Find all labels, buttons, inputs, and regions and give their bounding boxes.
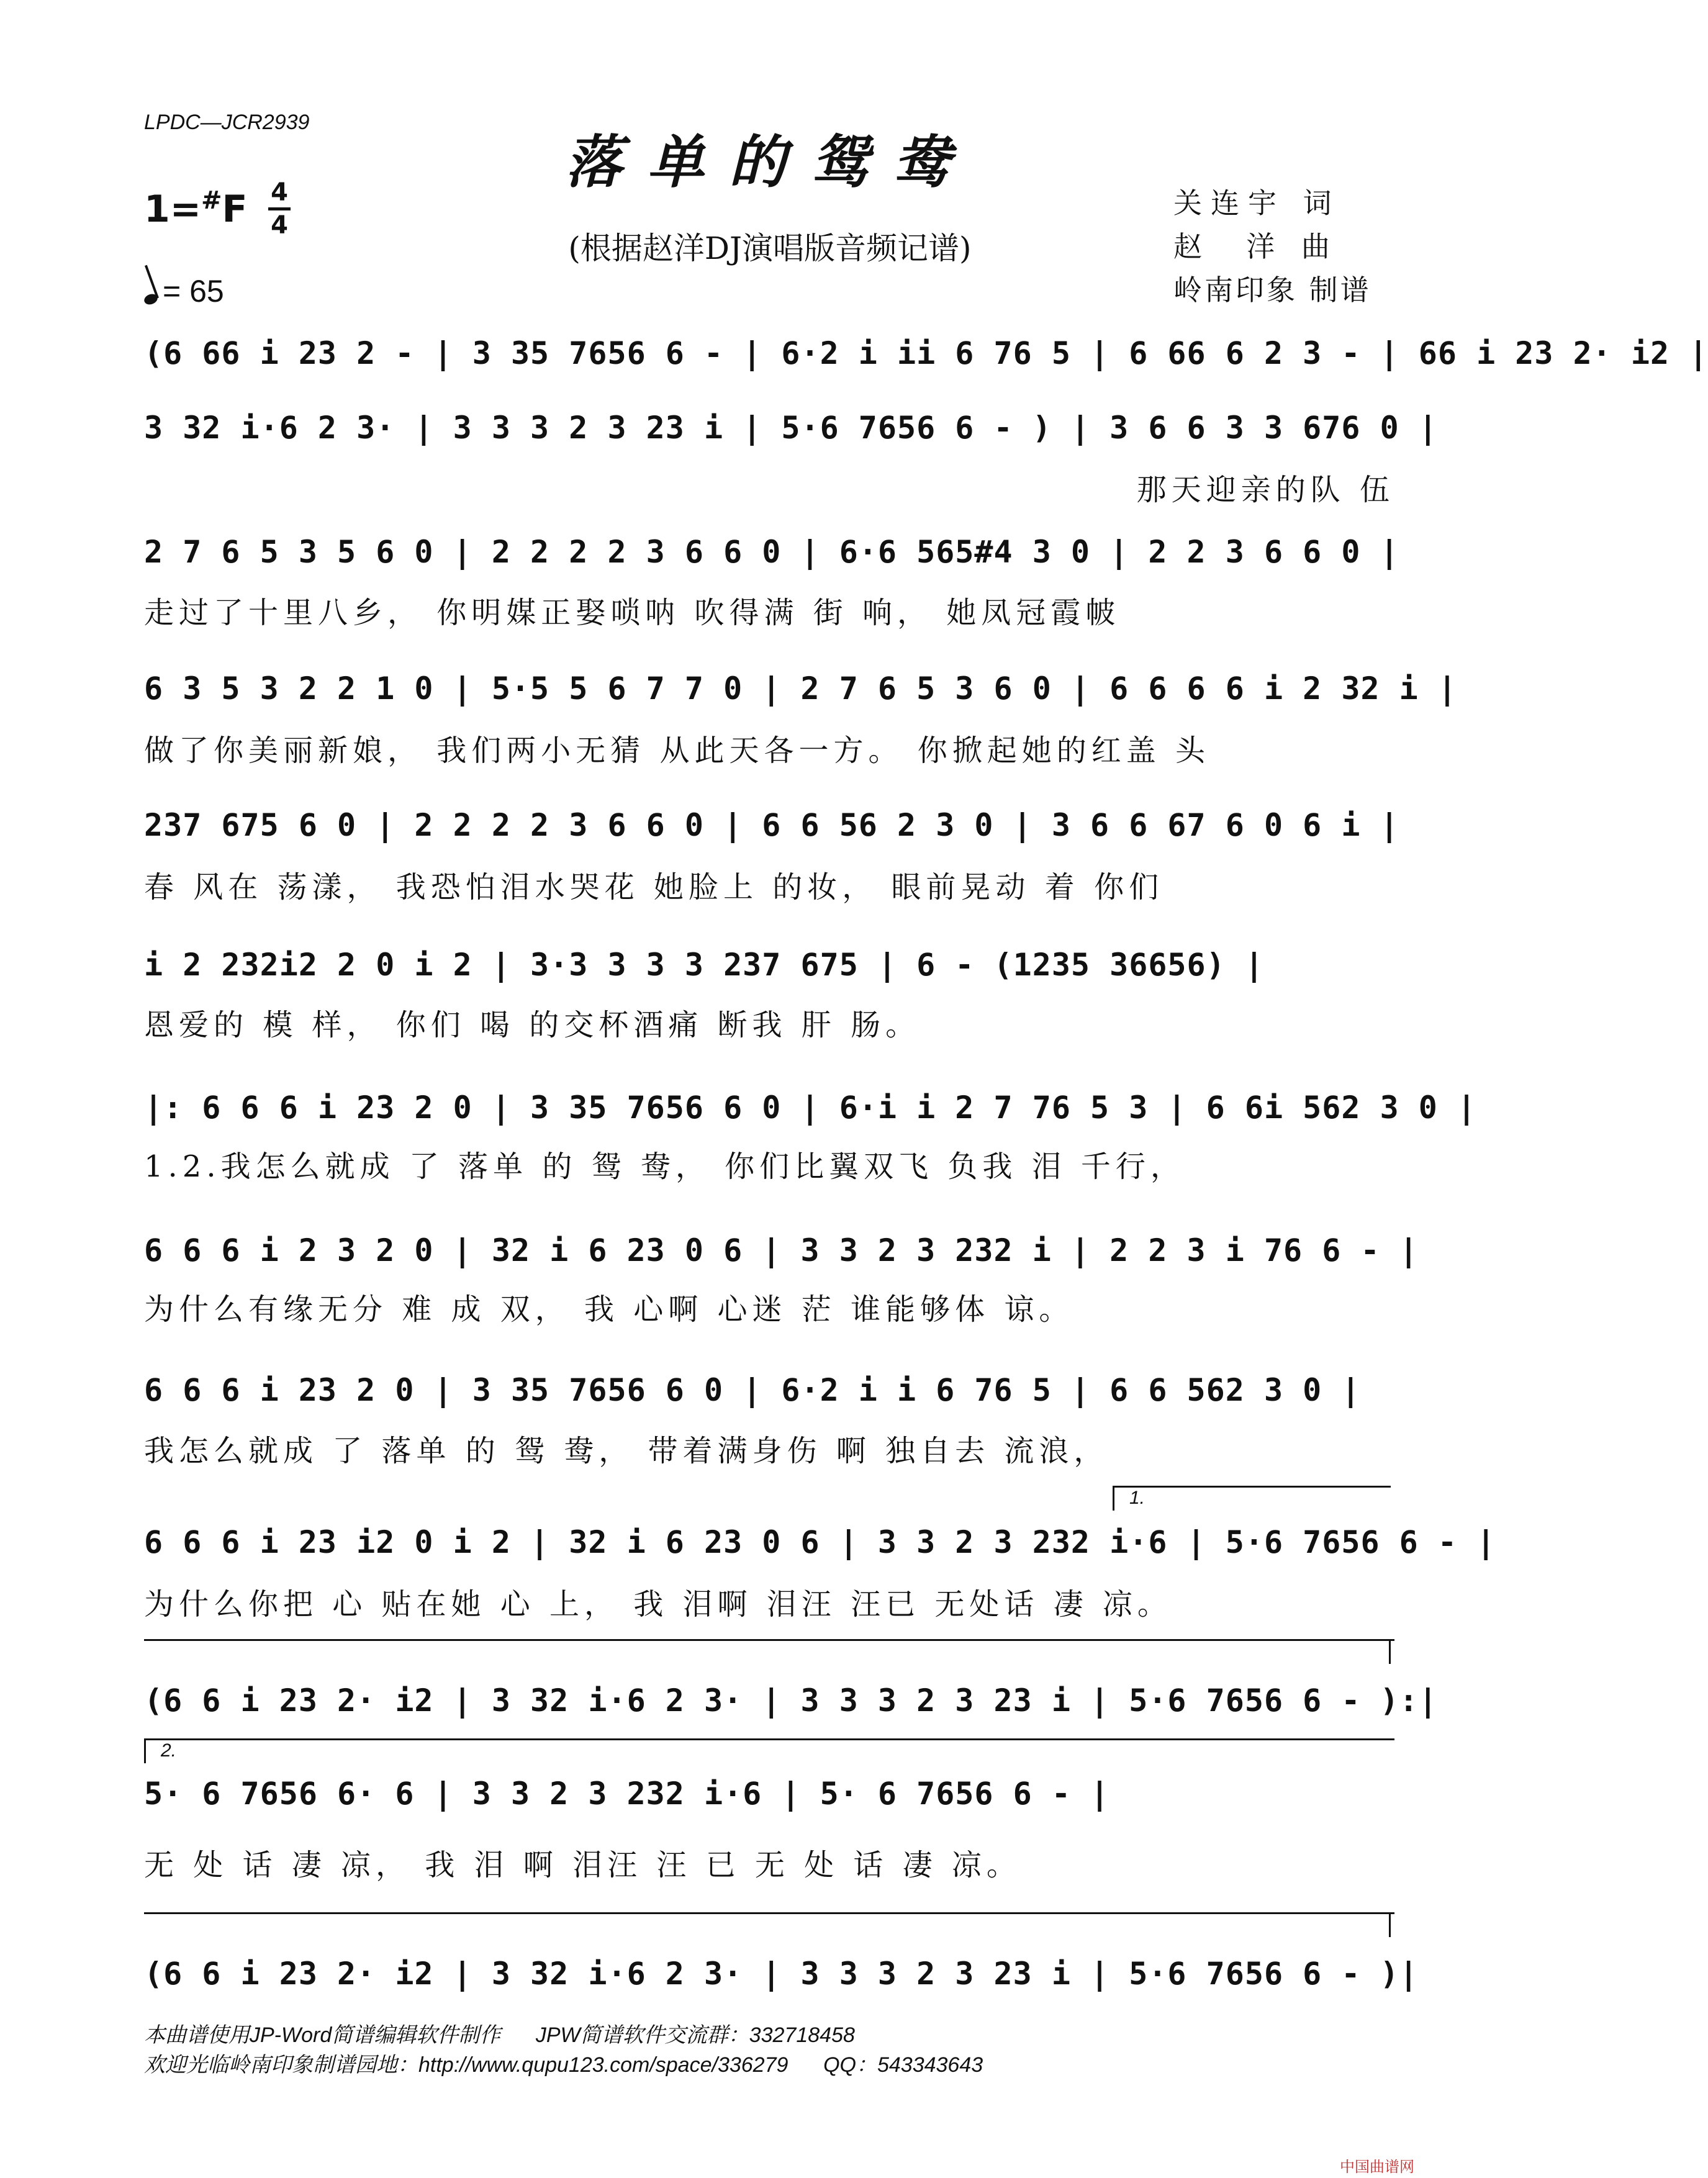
credits <box>1173 181 1371 312</box>
section-divider-2 <box>144 1912 1394 1914</box>
lyric-line-8: 为什么有缘无分 难 成 双， 我 心啊 心迷 茫 谁能够体 谅。 <box>144 1292 1074 1327</box>
key-signature <box>144 186 248 231</box>
score-system-1: (6 66 i 23 2 - | 3 35 7656 6 - | 6·2 i ii 6 76 5 | 6 66 6 2 3 - | 66 i 23 2· i2 | <box>144 335 1708 371</box>
key-note: F <box>222 188 248 231</box>
lyric-line-9: 我怎么就成 了 落单 的 鸳 鸯， 带着满身伤 啊 独自去 流浪， <box>144 1434 1109 1468</box>
score-system-4: 6 3 5 3 2 2 1 0 | 5·5 5 6 7 7 0 | 2 7 6 5 3 6 0 | 6 6 6 6 i 2 32 i | <box>144 671 1457 707</box>
time-top: 4 <box>271 178 288 207</box>
score-system-6: i 2 232i2 2 0 i 2 | 3·3 3 3 3 237 675 | 6 - (1235 36656) | <box>144 947 1264 983</box>
score-system-13: (6 6 i 23 2· i2 | 3 32 i·6 2 3· | 3 3 3 2 3 23 i | 5·6 7656 6 - )| <box>144 1956 1419 1992</box>
second-ending-bracket: 2. <box>144 1738 1394 1763</box>
lyric-line-5: 春 风在 荡漾， 我恐怕泪水哭花 她脸上 的妆， 眼前晃动 着 你们 <box>144 870 1164 905</box>
score-system-3: 2 7 6 5 3 5 6 0 | 2 2 2 2 3 6 6 0 | 6·6 565#4 3 0 | 2 2 3 6 6 0 | <box>144 534 1399 570</box>
lyricist-credit: 关连宇 词 <box>1173 186 1340 220</box>
bracket-end-2 <box>1389 1912 1391 1937</box>
bracket-end <box>1389 1639 1391 1664</box>
lyric-line-3: 走过了十里八乡， 你明媒正娶唢呐 吹得满 街 响， 她凤冠霞帔 <box>144 595 1121 630</box>
composer-credit: 赵 洋 曲 <box>1173 230 1339 263</box>
quarter-note-icon <box>143 292 159 307</box>
footer-line-1: 本曲谱使用JP-Word简谱编辑软件制作 JPW简谱软件交流群：332718458 <box>144 2023 855 2047</box>
song-subtitle: (根据赵洋DJ演唱版音频记谱) <box>568 230 972 266</box>
first-ending-bracket: 1. <box>1113 1486 1391 1511</box>
lyric-line-2: 那天迎亲的队 伍 <box>1136 472 1394 507</box>
score-system-11: (6 6 i 23 2· i2 | 3 32 i·6 2 3· | 3 3 3 2 3 23 i | 5·6 7656 6 - ):| <box>144 1683 1438 1719</box>
key-prefix: 1= <box>144 188 202 231</box>
time-signature <box>268 179 291 239</box>
arranger-credit: 岭南印象 制谱 <box>1173 273 1371 307</box>
score-system-7: |: 6 6 6 i 23 2 0 | 3 35 7656 6 0 | 6·i i 2 7 76 5 3 | 6 6i 562 3 0 | <box>144 1090 1477 1126</box>
score-system-8: 6 6 6 i 2 3 2 0 | 32 i 6 23 0 6 | 3 3 2 3 232 i | 2 2 3 i 76 6 - | <box>144 1232 1419 1268</box>
time-divider <box>268 207 291 210</box>
tempo-value: = 65 <box>163 274 224 309</box>
score-system-5: 237 675 6 0 | 2 2 2 2 3 6 6 0 | 6 6 56 2 3 0 | 3 6 6 67 6 0 6 i | <box>144 807 1399 843</box>
lyric-line-6: 恩爱的 模 样， 你们 喝 的交杯酒痛 断我 肝 肠。 <box>144 1008 921 1042</box>
time-bottom: 4 <box>271 211 288 240</box>
lyric-line-10: 为什么你把 心 贴在她 心 上， 我 泪啊 泪汪 汪已 无处话 凄 凉。 <box>144 1587 1172 1622</box>
score-system-10: 6 6 6 i 23 i2 0 i 2 | 32 i 6 23 0 6 | 3 3 2 3 232 i·6 | 5·6 7656 6 - | <box>144 1524 1496 1560</box>
score-code: LPDC—JCR2939 <box>144 111 310 134</box>
footer-line-2: 欢迎光临岭南印象制谱园地：http://www.qupu123.com/space/336279 QQ：543343643 <box>144 2053 983 2077</box>
lyric-line-7: 1.2.我怎么就成 了 落单 的 鸳 鸯， 你们比翼双飞 负我 泪 千行， <box>144 1149 1185 1184</box>
key-sharp: # <box>201 186 222 215</box>
score-system-9: 6 6 6 i 23 2 0 | 3 35 7656 6 0 | 6·2 i i 6 76 5 | 6 6 562 3 0 | <box>144 1372 1361 1408</box>
song-title: 落单的鸳鸯 <box>564 129 975 196</box>
lyric-line-12: 无 处 话 凄 凉， 我 泪 啊 泪汪 汪 已 无 处 话 凄 凉。 <box>144 1848 1021 1882</box>
site-logo: 中国曲谱网 <box>1340 2158 1414 2176</box>
section-divider <box>144 1639 1394 1641</box>
lyric-line-4: 做了你美丽新娘， 我们两小无猜 从此天各一方。 你掀起她的红盖 头 <box>144 733 1211 768</box>
score-system-12: 5· 6 7656 6· 6 | 3 3 2 3 232 i·6 | 5· 6 7656 6 - | <box>144 1776 1110 1812</box>
tempo-marking <box>144 273 224 309</box>
score-system-2: 3 32 i·6 2 3· | 3 3 3 2 3 23 i | 5·6 7656 6 - ) | 3 6 6 3 3 676 0 | <box>144 410 1438 446</box>
